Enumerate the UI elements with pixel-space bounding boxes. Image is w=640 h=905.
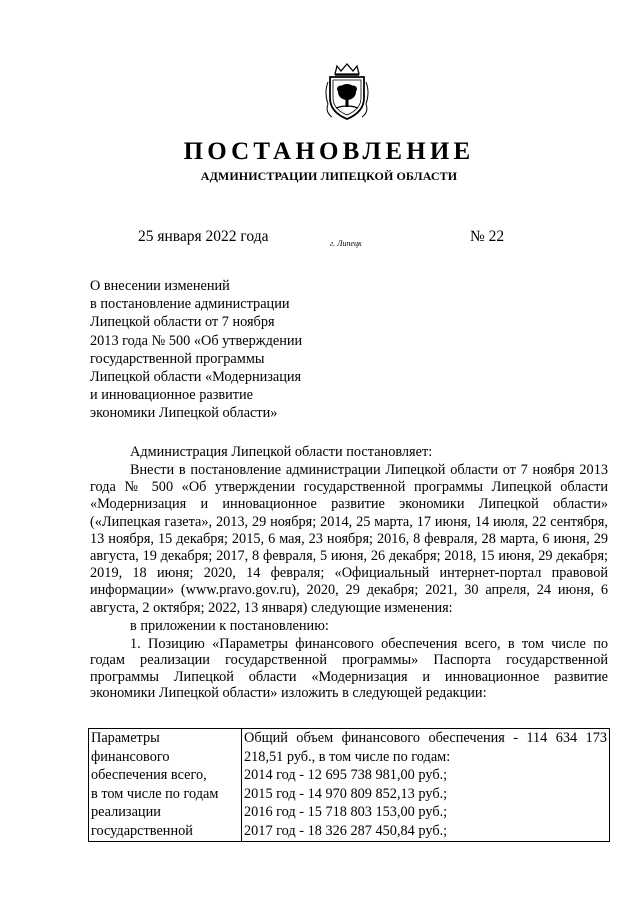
document-subject xyxy=(90,277,330,423)
cell-line: 2016 год - 15 718 803 153,00 руб.; xyxy=(244,804,448,821)
table-cell-parameter xyxy=(89,729,242,842)
subject-line: государственной программы xyxy=(90,350,265,367)
paragraph-amendments: Внести в постановление администрации Липецкой области от 7 ноября 2013 года № 500 «Об утверждении государственной программы Липецкой области «Модернизация и инновационное развитие экономики Липецкой области» («Липецкая газета», 2013, 29 ноября; 2014, 25 марта, 17 июня, 14 июля, 22 сентября, 13 ноября, 15 декабря; 2015, 6 мая, 23 ноября; 2016, 8 февраля, 28 марта, 6 июня, 29 августа, 19 декабря; 2017, 8 февраля, 5 июня, 26 декабря; 2018, 15 июня, 29 декабря; 2019, 18 июня; 2020, 14 февраля; «Официальный интернет-портал правовой информации» (www.pravo.gov.ru), 2020, 29 декабря; 2021, 30 апреля, 24 июня, 6 августа, 2 октября; 2022, 13 января) следующие изменения: xyxy=(90,462,608,616)
document-date: 25 января 2022 года xyxy=(138,228,269,245)
subject-line: и инновационное развитие xyxy=(90,387,254,404)
table-row xyxy=(89,729,610,842)
cell-line: обеспечения всего, xyxy=(91,767,207,784)
cell-line: финансового xyxy=(91,748,170,765)
cell-line: в том числе по годам xyxy=(91,785,219,802)
subject-line: в постановление администрации xyxy=(90,296,290,313)
subject-line: О внесении изменений xyxy=(90,278,230,294)
cell-line: государственной xyxy=(91,822,193,839)
financing-table xyxy=(88,728,610,842)
subject-line: Липецкой области «Модернизация xyxy=(90,369,302,386)
cell-line: Параметры xyxy=(91,730,160,746)
cell-line: 2017 год - 18 326 287 450,84 руб.; xyxy=(244,822,448,839)
document-city: г. Липецк xyxy=(330,239,362,248)
paragraph-resolves: Администрация Липецкой области постановляет: xyxy=(130,444,433,460)
paragraph-appendix: в приложении к постановлению: xyxy=(130,618,329,634)
document-title: ПОСТАНОВЛЕНИЕ xyxy=(183,138,475,165)
subject-line: Липецкой области от 7 ноября xyxy=(90,314,275,331)
cell-line: реализации xyxy=(91,804,161,821)
cell-line: Общий объем финансового обеспечения - 114 634 173 xyxy=(244,730,607,746)
document-subtitle: АДМИНИСТРАЦИИ ЛИПЕЦКОЙ ОБЛАСТИ xyxy=(200,169,458,183)
document-number: № 22 xyxy=(470,228,505,245)
paragraph-item-1: 1. Позицию «Параметры финансового обеспечения всего, в том числе по годам реализации государственной программы» Паспорта государственной программы Липецкой области «Модернизация и инновационное развитие экономики Липецкой области» изложить в следующей редакции: xyxy=(90,636,608,701)
cell-line: 2015 год - 14 970 809 852,13 руб.; xyxy=(244,785,448,802)
subject-line: 2013 года № 500 «Об утверждении xyxy=(90,332,303,349)
subject-line: экономики Липецкой области» xyxy=(90,405,278,422)
cell-line: 218,51 руб., в том числе по годам: xyxy=(244,748,451,765)
table-cell-value xyxy=(242,729,610,842)
cell-line: 2014 год - 12 695 738 981,00 руб.; xyxy=(244,767,448,784)
coat-of-arms-icon xyxy=(322,62,372,122)
